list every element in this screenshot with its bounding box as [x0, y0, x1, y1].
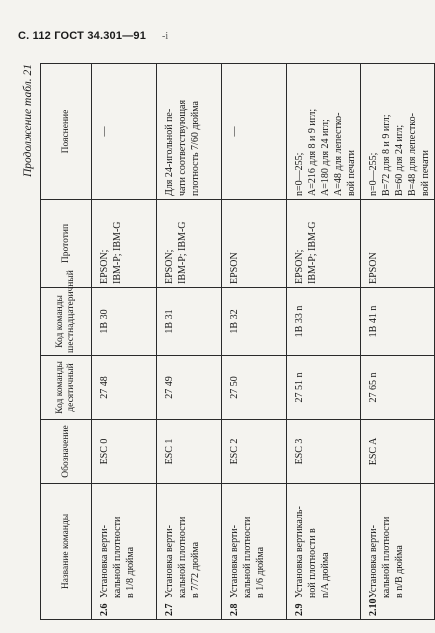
cell-prototype	[222, 200, 287, 288]
cell-note	[222, 64, 287, 200]
table-continuation-label: Продолжение табл. 21	[22, 64, 34, 177]
cell-hex-code: 1B 31	[157, 288, 222, 356]
cell-decimal-code: 27 49	[157, 356, 222, 420]
cell-note	[92, 64, 157, 200]
note_lines-line: A=216 для 8 и 9 игл;	[307, 108, 318, 196]
proto_lines-line: EPSON;	[99, 249, 110, 284]
name_lines-line: Установка верти-	[368, 525, 379, 598]
cell-decimal-code: 27 65 n	[361, 356, 435, 420]
proto_lines-line: IBM-P; IBM-G	[112, 221, 123, 284]
note_lines-line: n=0—255;	[368, 152, 379, 196]
note_lines-line: A=48 для лепестко-	[333, 112, 344, 196]
cell-hex-code: 1B 33 n	[287, 288, 361, 356]
name_lines-line: в 1/8 дюйма	[125, 546, 136, 598]
name_lines-line: в 7/72 дюйма	[190, 541, 201, 598]
cell-prototype	[157, 200, 222, 288]
table-body	[92, 64, 435, 620]
row-number: 2.7	[164, 603, 175, 616]
cell-command-name	[92, 484, 157, 620]
proto_lines-line: EPSON	[229, 252, 240, 284]
command-table	[40, 63, 435, 620]
note_lines-line: —	[229, 126, 240, 137]
proto_lines-line: IBM-P; IBM-G	[307, 221, 318, 284]
cell-designation: ESC A	[361, 420, 435, 484]
cell-designation: ESC 0	[92, 420, 157, 484]
cell-command-name	[222, 484, 287, 620]
cell-note	[157, 64, 222, 200]
table-row	[92, 64, 157, 620]
name_lines-line: в 1/6 дюйма	[255, 546, 266, 598]
name_lines-line: кальной плотности	[177, 516, 188, 598]
table-row	[361, 64, 435, 620]
table-row	[157, 64, 222, 620]
name_lines-line: Установка верти-	[99, 525, 110, 598]
note_lines-line: n=0—255;	[294, 152, 305, 196]
cell-hex-code: 1B 30	[92, 288, 157, 356]
note_lines-line: Для 24-игольной пе-	[164, 108, 175, 196]
note_lines-line: B=72 для 8 и 9 игл;	[381, 114, 392, 196]
col-header-name: Название команды	[41, 484, 92, 620]
table-header-row	[41, 64, 92, 620]
proto_lines-line: EPSON	[368, 252, 379, 284]
cell-designation: ESC 1	[157, 420, 222, 484]
rotated-table-content	[18, 60, 431, 620]
name_lines-line: ной плотности в	[307, 528, 318, 598]
table-row	[287, 64, 361, 620]
col-header-hex: Код команды шестнадцатеричный	[41, 288, 92, 356]
cell-command-name	[157, 484, 222, 620]
name_lines-line: Установка верти-	[164, 525, 175, 598]
note_lines-line: вой печати	[346, 150, 357, 196]
name_lines-line: кальной плотности	[381, 516, 392, 598]
row-number: 2.8	[229, 603, 240, 616]
cell-command-name	[361, 484, 435, 620]
name_lines-line: кальной плотности	[112, 516, 123, 598]
cell-prototype	[92, 200, 157, 288]
name_lines-line: n/A дюйма	[320, 552, 331, 598]
row-number: 2.9	[294, 603, 305, 616]
cell-prototype	[361, 200, 435, 288]
note_lines-line: A=180 для 24 игл;	[320, 119, 331, 196]
cell-decimal-code: 27 50	[222, 356, 287, 420]
col-header-note: Пояснение	[41, 64, 92, 200]
name_lines-line: Установка верти-	[229, 525, 240, 598]
cell-decimal-code: 27 51 n	[287, 356, 361, 420]
page-header	[18, 30, 408, 46]
row-number: 2.10	[368, 598, 379, 616]
cell-decimal-code: 27 48	[92, 356, 157, 420]
note_lines-line: плотность 7/60 дюйма	[190, 101, 201, 196]
cell-prototype	[287, 200, 361, 288]
cell-note	[361, 64, 435, 200]
note_lines-line: чати соответствующая	[177, 99, 188, 196]
cell-note	[287, 64, 361, 200]
cell-hex-code: 1B 32	[222, 288, 287, 356]
cell-command-name	[287, 484, 361, 620]
page-reference: С. 112 ГОСТ 34.301—91	[18, 30, 147, 42]
margin-mark: -i	[162, 31, 169, 42]
rotated-table-area	[18, 60, 431, 620]
proto_lines-line: EPSON;	[294, 249, 305, 284]
col-header-prototype: Прототип	[41, 200, 92, 288]
note_lines-line: —	[99, 126, 110, 137]
cell-designation: ESC 2	[222, 420, 287, 484]
col-header-code: Обозначение	[41, 420, 92, 484]
row-number: 2.6	[99, 603, 110, 616]
proto_lines-line: EPSON;	[164, 249, 175, 284]
note_lines-line: B=48 для лепестко-	[407, 113, 418, 196]
proto_lines-line: IBM-P; IBM-G	[177, 221, 188, 284]
cell-designation: ESC 3	[287, 420, 361, 484]
cell-hex-code: 1B 41 n	[361, 288, 435, 356]
col-header-dec: Код команды десятичный	[41, 356, 92, 420]
table-row	[222, 64, 287, 620]
note_lines-line: B=60 для 24 игл;	[394, 124, 405, 196]
name_lines-line: Установка вертикаль-	[294, 506, 305, 598]
name_lines-line: кальной плотности	[242, 516, 253, 598]
note_lines-line: вой печати	[420, 150, 431, 196]
name_lines-line: в n/B дюйма	[394, 545, 405, 598]
